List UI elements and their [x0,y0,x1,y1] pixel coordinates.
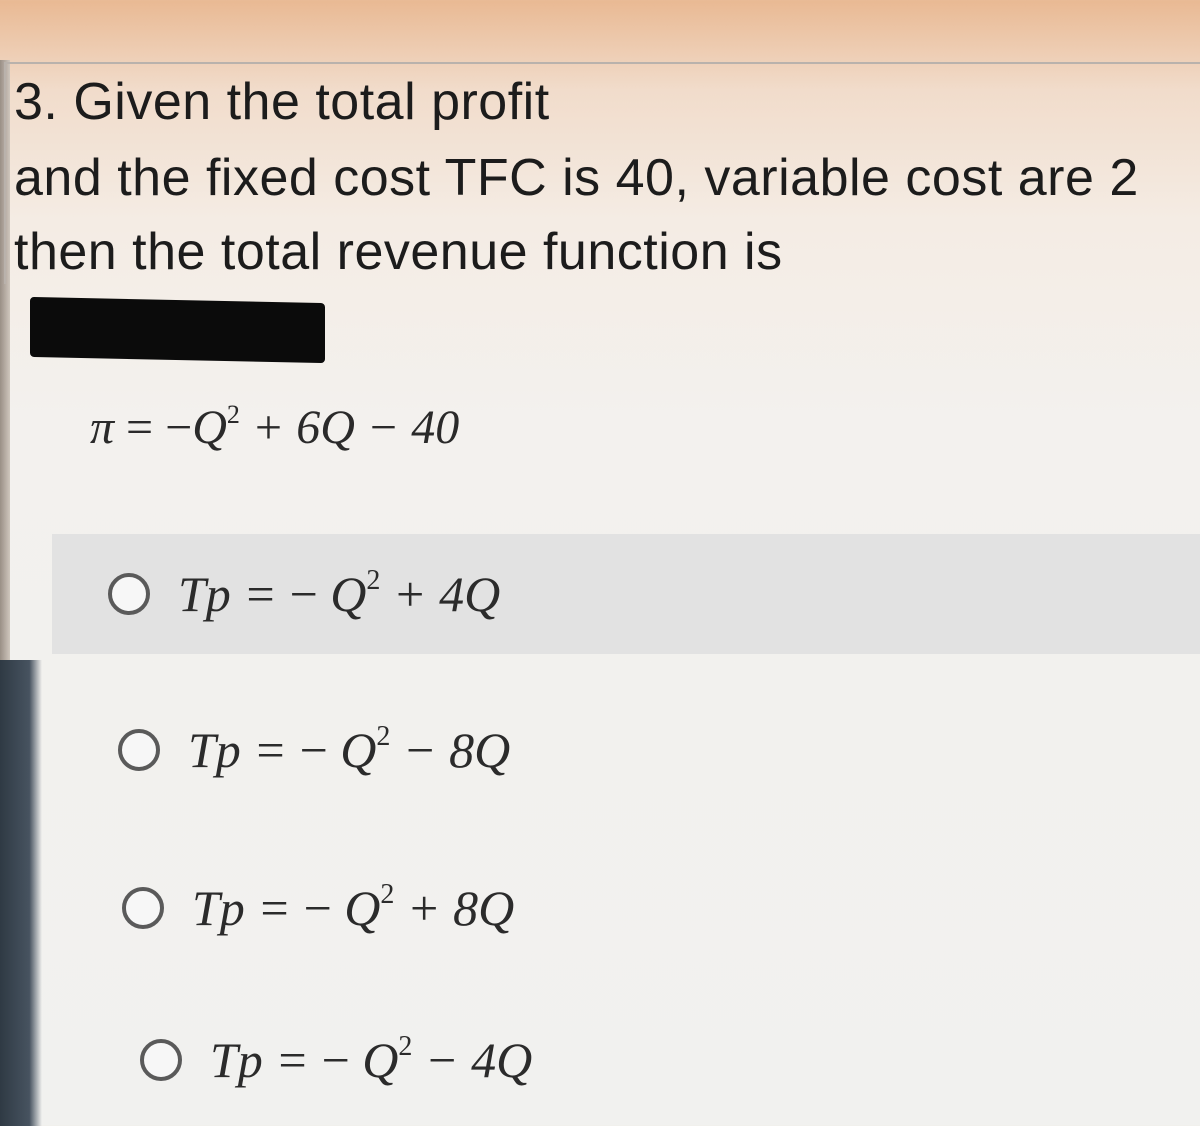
screen-bezel [0,660,42,1126]
option-text: Tp = − $Q^2 - 8Q$ [188,721,511,778]
radio-button[interactable] [118,729,160,771]
option-4[interactable] [52,1000,1200,1120]
radio-button[interactable] [108,573,150,615]
option-2[interactable] [52,690,1200,810]
option-1[interactable] [52,534,1200,654]
profit-formula [90,400,459,455]
option-text: Tp = − $Q^2 + 4Q$ [178,565,501,622]
question-line-1: 3. Given the total profit [14,73,550,131]
question-line-2: and the fixed cost TFC is 40, variable cost are 2 [14,149,1139,207]
radio-button[interactable] [122,887,164,929]
formula-equals: = − [114,401,193,454]
formula-q: Q [192,401,227,454]
option-3[interactable] [52,848,1200,968]
option-text: Tp = − $Q^2 - 4Q$ [210,1031,533,1088]
formula-rest: + 6Q − 40 [239,401,460,454]
redaction-bar [30,297,325,363]
pi-symbol: π [90,401,115,454]
radio-button[interactable] [140,1039,182,1081]
formula-exponent: 2 [226,400,240,429]
option-text: Tp = − $Q^2 + 8Q$ [192,879,515,936]
question-line-3: then the total revenue function is [14,223,783,281]
